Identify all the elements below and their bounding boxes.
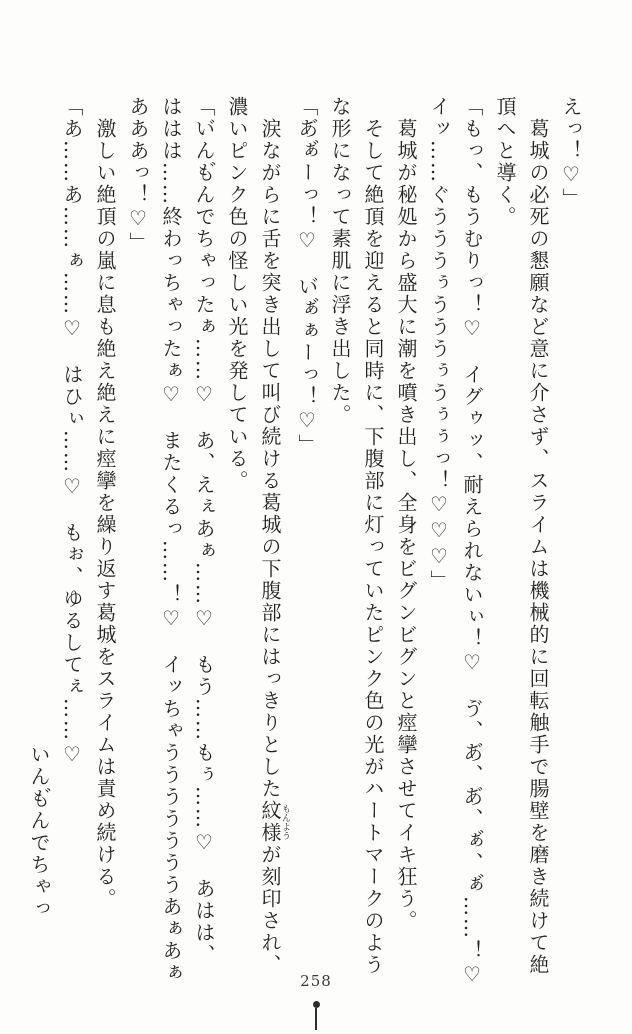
- text-column: 涙ながらに舌を突き出して叫び続ける葛城の下腹部にはっきりとした紋様もんようが刻印され、: [258, 118, 290, 976]
- text-column: な形になって素肌に浮き出した。: [328, 96, 352, 426]
- text-column: そして絶頂を迎えると同時に、下腹部に灯っていたピンク色の光がハートマークのよう: [361, 118, 385, 976]
- text-column: えっ！♡」: [559, 96, 583, 210]
- text-column: 激しい絶頂の嵐に息も絶え絶えに痙攣を繰り返す葛城をスライムは責め続ける。: [93, 118, 117, 910]
- text-column: 葛城が秘処から盛大に潮を噴き出し、全身をビグンビグンと痙攣させてイキ狂う。: [394, 118, 418, 932]
- text-column: あああっ！♡」: [126, 96, 150, 254]
- text-column: ははは……終わっちゃったぁ♡ またくるっ……！♡ イッちゃうううううううあぁあぁ: [159, 96, 183, 984]
- bookmark-ornament-icon: [312, 1001, 320, 1030]
- ornament-stem: [315, 1008, 317, 1030]
- text-column: イッ……ぐうううぅうううぅうぅぅっ！♡♡♡」: [427, 96, 451, 592]
- text-column: 「あ……あ……ぁ……♡ はひぃ……♡ もぉ、ゆるしてぇ……♡: [60, 96, 84, 768]
- page-text: [25, 96, 587, 992]
- text-column: 葛城の必死の懇願など意に介さず、スライムは機械的に回転触手で腸壁を磨き続けて絶: [526, 118, 550, 976]
- text-column: 濃いピンク色の怪しい光を発している。: [225, 96, 249, 492]
- text-column: 「もっ、もうむりっ！♡ イグゥッ、耐えられないぃ！♡ ゔ、あ゙、あ゙、ぁ゙、ぁ゙……！♡: [460, 96, 484, 988]
- ornament-dot: [313, 1001, 320, 1008]
- page-number: 258: [300, 972, 332, 990]
- text-column: 「い゙んも゙んでちゃったぁ……♡ あ、えぇあぁ……♡ もう……もぅ……♡ あはは、: [192, 96, 216, 966]
- furigana: 紋様もんよう: [258, 800, 290, 844]
- text-column: 「あ゙ぁ゙ーっ！♡ い゙ぁ゙ぁーっ！♡」: [295, 96, 319, 456]
- page-footer: [0, 972, 632, 990]
- text-column: 頂へと導く。: [493, 96, 517, 228]
- text-column: いんも゙んでちゃっ: [27, 744, 51, 920]
